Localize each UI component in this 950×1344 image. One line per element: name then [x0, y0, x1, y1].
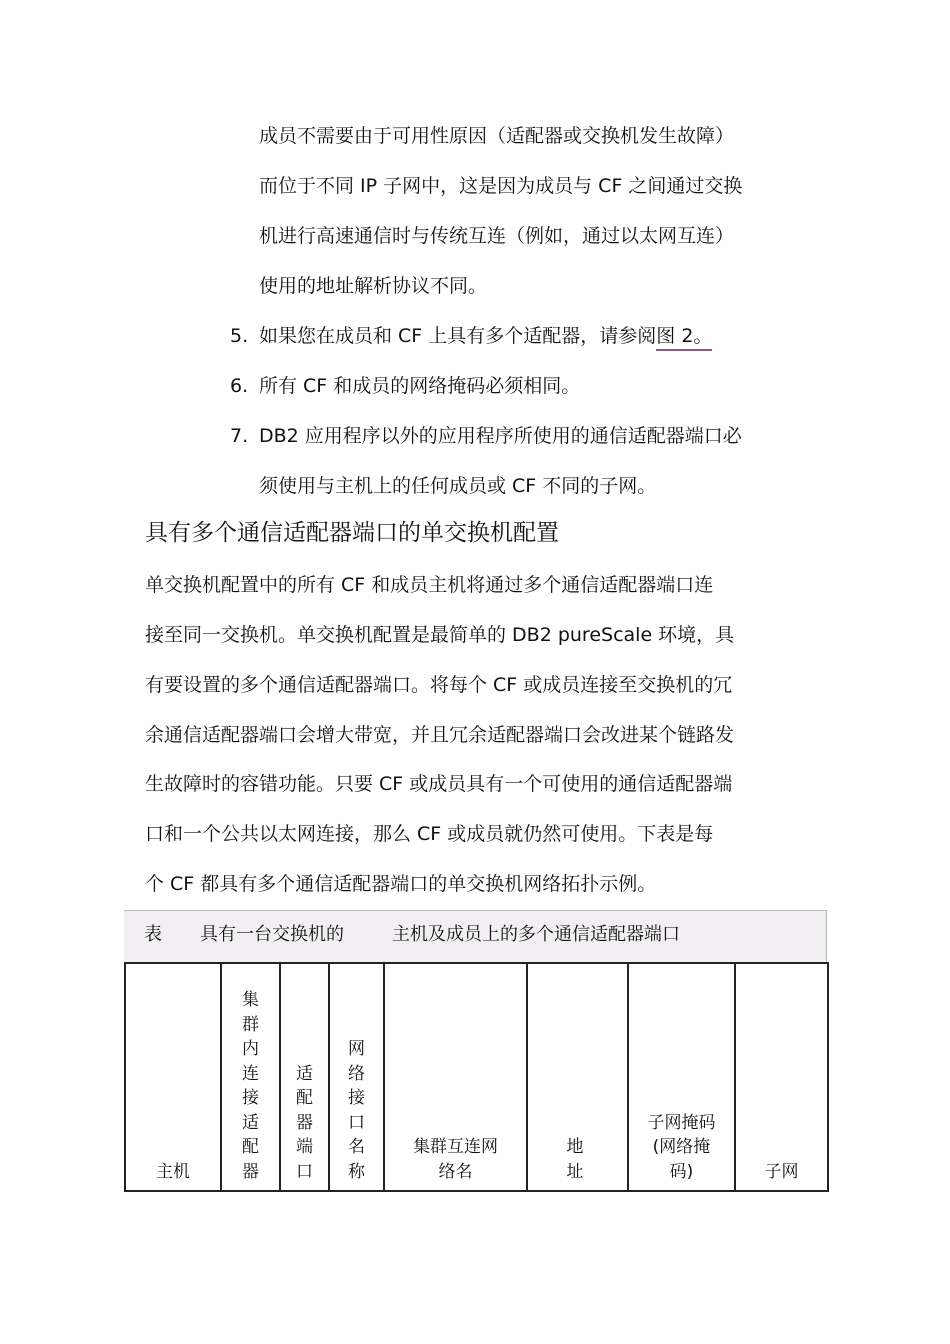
table-caption	[124, 910, 827, 962]
header-subnet-mask: 子网掩码(网络掩码)	[628, 963, 735, 1191]
body-line-1: 单交换机配置中的所有 CF 和成员主机将通过多个通信适配器端口连	[145, 574, 714, 596]
header-address: 地址	[527, 963, 628, 1191]
item-5	[259, 323, 712, 349]
item-5-text: 如果您在成员和 CF 上具有多个适配器，请参阅	[259, 325, 657, 347]
body-line-6: 口和一个公共以太网连接，那么 CF 或成员就仍然可使用。下表是每	[145, 823, 714, 845]
body-line-3: 有要设置的多个通信适配器端口。将每个 CF 或成员连接至交换机的冗	[145, 674, 733, 696]
item-7-line-2: 须使用与主机上的任何成员或 CF 不同的子网。	[259, 475, 657, 497]
body-line-4: 余通信适配器端口会增大带宽，并且冗余适配器端口会改进某个链路发	[145, 724, 735, 746]
header-adapter-port: 适配器端口	[280, 963, 329, 1191]
intro-line-2: 而位于不同 IP 子网中，这是因为成员与 CF 之间通过交换	[259, 175, 743, 197]
adapter-port-table	[124, 962, 829, 1192]
figure-2-link[interactable]	[656, 325, 712, 351]
item-6-text: 所有 CF 和成员的网络掩码必须相同。	[259, 375, 581, 397]
header-netname: 集群互连网络名	[384, 963, 527, 1191]
item-7-line-1: DB2 应用程序以外的应用程序所使用的通信适配器端口必	[259, 425, 742, 447]
body-line-5: 生故障时的容错功能。只要 CF 或成员具有一个可使用的通信适配器端	[145, 773, 733, 795]
intro-line-4: 使用的地址解析协议不同。	[259, 275, 488, 297]
item-6-number: 6.	[230, 375, 249, 397]
section-heading: 具有多个通信适配器端口的单交换机配置	[145, 520, 559, 546]
item-5-tail: 。	[693, 325, 713, 347]
body-line-2: 接至同一交换机。单交换机配置是最简单的 DB2 pureScale 环境，具	[145, 624, 735, 646]
header-interface-name: 网络接口名称	[329, 963, 384, 1191]
figure-2-link-text: 图 2	[656, 325, 694, 347]
caption-prefix: 表	[144, 924, 162, 945]
item-5-number: 5.	[230, 325, 249, 347]
intro-line-1: 成员不需要由于可用性原因（适配器或交换机发生故障）	[259, 125, 735, 147]
header-host: 主机	[125, 963, 221, 1191]
caption-part-2: 主机及成员上的多个通信适配器端口	[392, 924, 680, 945]
item-7-number: 7.	[230, 425, 249, 447]
caption-part-1: 具有一台交换机的	[200, 924, 344, 945]
intro-line-3: 机进行高速通信时与传统互连（例如，通过以太网互连）	[259, 225, 735, 247]
header-cluster-adapter: 集群内连接适配器	[221, 963, 280, 1191]
body-line-7: 个 CF 都具有多个通信适配器端口的单交换机网络拓扑示例。	[145, 873, 657, 895]
header-subnet: 子网	[735, 963, 828, 1191]
